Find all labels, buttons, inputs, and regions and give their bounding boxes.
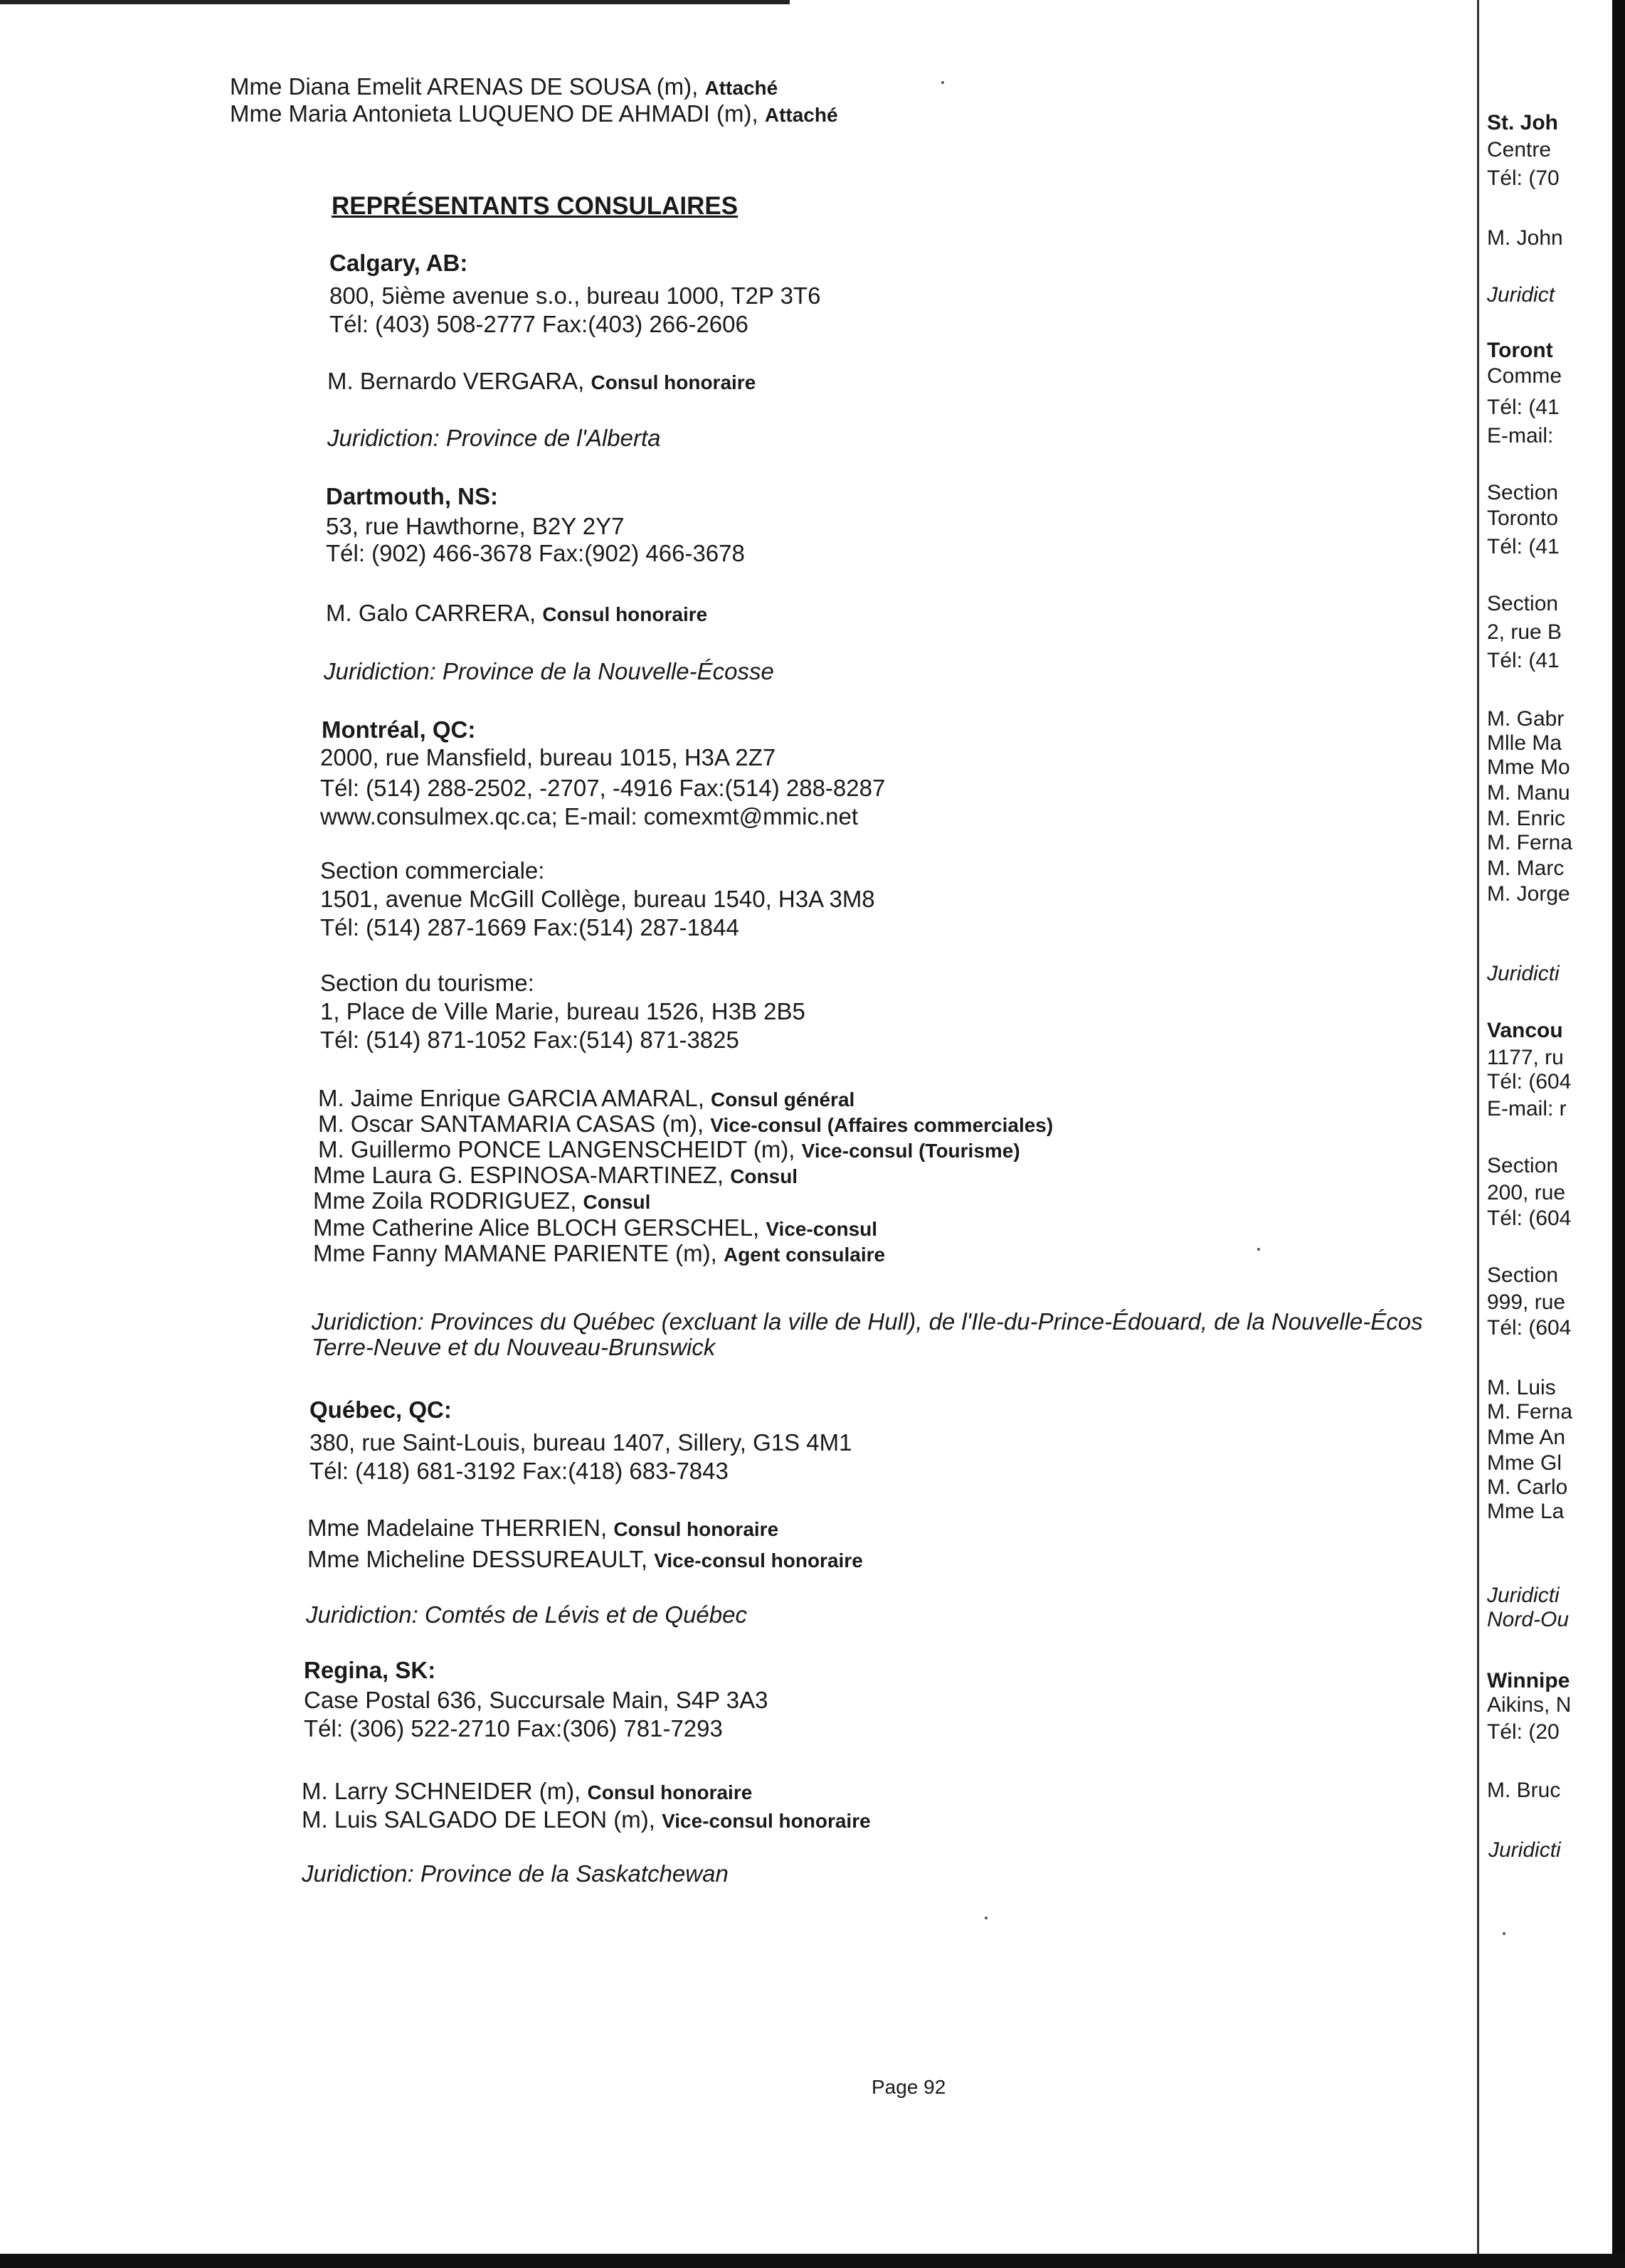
staff-entry: [318, 1086, 854, 1113]
scan-speck: [985, 1917, 988, 1919]
scan-speck: [941, 81, 944, 84]
right-column-line: Tél: (41: [1487, 535, 1560, 558]
staff-title: Vice-consul honoraire: [662, 1810, 871, 1832]
attache-name: Mme Maria Antonieta LUQUENO DE AHMADI (m),: [230, 100, 758, 127]
staff-entry: [307, 1515, 778, 1542]
staff-name: Mme Catherine Alice BLOCH GERSCHEL,: [313, 1214, 760, 1241]
right-column-line: M. Luis: [1487, 1376, 1556, 1399]
web-email-line: www.consulmex.qc.ca; E-mail: comexmt@mmic.net: [320, 803, 859, 830]
jurisdiction-line: Juridiction: Province de la Saskatchewan: [302, 1860, 729, 1887]
scan-speck: [1257, 1248, 1260, 1251]
staff-name: M. Larry SCHNEIDER (m),: [302, 1778, 581, 1804]
address-line: Case Postal 636, Succursale Main, S4P 3A3: [304, 1687, 768, 1713]
right-column-line: Juridicti: [1487, 962, 1560, 985]
address-line: 380, rue Saint-Louis, bureau 1407, Sillery, G1S 4M1: [309, 1429, 852, 1456]
staff-title: Consul honoraire: [591, 371, 756, 393]
right-column-line: Mme Mo: [1487, 756, 1570, 779]
address-line: 1, Place de Ville Marie, bureau 1526, H3B 2B5: [320, 998, 805, 1024]
staff-title: Consul honoraire: [587, 1781, 753, 1803]
right-column-line: 2, rue B: [1487, 620, 1562, 644]
address-line: 1501, avenue McGill Collège, bureau 1540, H3A 3M8: [320, 886, 875, 912]
address-line: 2000, rue Mansfield, bureau 1015, H3A 2Z7: [320, 744, 776, 770]
staff-title: Consul honoraire: [613, 1518, 779, 1540]
attache-title: Attaché: [704, 77, 778, 99]
right-column-line: 999, rue: [1487, 1291, 1566, 1314]
staff-name: M. Jaime Enrique GARCIA AMARAL,: [318, 1085, 704, 1111]
staff-name: Mme Madelaine THERRIEN,: [307, 1515, 608, 1541]
right-column-line: Winnipe: [1487, 1669, 1570, 1692]
right-column-line: Comme: [1487, 364, 1562, 388]
phone-line: Tél: (514) 871-1052 Fax:(514) 871-3825: [320, 1027, 739, 1053]
attache-name: Mme Diana Emelit ARENAS DE SOUSA (m),: [230, 73, 699, 100]
staff-entry: [318, 1137, 1020, 1164]
attache-entry: [230, 101, 838, 128]
right-column-line: M. Ferna: [1487, 831, 1573, 854]
right-column-line: M. John: [1487, 226, 1563, 250]
staff-entry: [313, 1162, 798, 1189]
phone-line: Tél: (514) 288-2502, -2707, -4916 Fax:(514) 288-8287: [320, 775, 886, 801]
right-column-line: M. Carlo: [1487, 1475, 1568, 1499]
staff-entry: [313, 1215, 877, 1242]
staff-title: Agent consulaire: [723, 1244, 886, 1266]
staff-name: Mme Zoila RODRIGUEZ,: [313, 1187, 577, 1214]
staff-entry: [302, 1779, 752, 1806]
right-column-line: Mme An: [1487, 1426, 1566, 1449]
right-column-line: M. Manu: [1487, 781, 1570, 805]
right-column-line: Mme Gl: [1487, 1451, 1562, 1475]
scan-edge-strip: [1612, 0, 1625, 2255]
right-column-line: Juridicti: [1488, 1838, 1561, 1862]
staff-name: Mme Micheline DESSUREAULT,: [307, 1546, 648, 1572]
right-column-line: Tél: (41: [1487, 649, 1560, 672]
right-column-line: Tél: (604: [1487, 1070, 1572, 1093]
staff-entry: [313, 1241, 885, 1268]
staff-entry: [318, 1111, 1053, 1138]
right-column-line: Section: [1487, 1154, 1559, 1177]
scan-bottom-band: [0, 2254, 1625, 2268]
right-column-line: Section: [1487, 1263, 1559, 1287]
right-column-line: Toront: [1487, 339, 1553, 362]
staff-name: M. Guillermo PONCE LANGENSCHEIDT (m),: [318, 1136, 795, 1162]
right-column-line: Tél: (70: [1487, 166, 1560, 190]
right-column-line: Juridict: [1487, 283, 1555, 307]
address-line: 800, 5ième avenue s.o., bureau 1000, T2P 3T6: [329, 282, 821, 309]
phone-line: Tél: (514) 287-1669 Fax:(514) 287-1844: [320, 914, 739, 940]
staff-entry: [307, 1547, 863, 1574]
phone-line: Tél: (403) 508-2777 Fax:(403) 266-2606: [329, 311, 748, 337]
right-column-line: St. Joh: [1487, 111, 1559, 134]
page-number: Page 92: [872, 2076, 946, 2098]
right-column-line: Nord-Ou: [1487, 1608, 1570, 1631]
jurisdiction-line: Juridiction: Provinces du Québec (excluant la ville de Hull), de l'Ile-du-Prince-Édouard, de la Nouvelle-Écos: [312, 1309, 1423, 1335]
right-column-line: M. Ferna: [1487, 1400, 1573, 1424]
right-column-line: Tél: (20: [1487, 1720, 1560, 1744]
right-column-line: Tél: (604: [1487, 1207, 1572, 1230]
right-column-line: Toronto: [1487, 507, 1559, 530]
jurisdiction-line: Juridiction: Province de l'Alberta: [327, 425, 661, 451]
right-column-line: Vancou: [1487, 1019, 1563, 1042]
staff-name: M. Luis SALGADO DE LEON (m),: [302, 1806, 655, 1833]
staff-title: Consul général: [711, 1088, 855, 1111]
consulate-city: Québec, QC:: [309, 1397, 452, 1423]
right-column-line: Tél: (41: [1487, 396, 1560, 419]
consulate-city: Calgary, AB:: [329, 250, 468, 276]
staff-title: Vice-consul (Affaires commerciales): [710, 1114, 1054, 1136]
jurisdiction-line: Juridiction: Province de la Nouvelle-Écosse: [324, 658, 774, 684]
right-column-line: 200, rue: [1487, 1181, 1566, 1204]
right-column-line: Mme La: [1487, 1500, 1565, 1523]
phone-line: Tél: (418) 681-3192 Fax:(418) 683-7843: [309, 1458, 729, 1484]
section-heading: REPRÉSENTANTS CONSULAIRES: [332, 192, 739, 220]
staff-title: Consul: [583, 1191, 651, 1213]
staff-entry: [326, 600, 707, 627]
consulate-city: Dartmouth, NS:: [326, 483, 498, 509]
right-column-line: Centre: [1487, 138, 1552, 161]
staff-name: M. Oscar SANTAMARIA CASAS (m),: [318, 1111, 704, 1137]
staff-title: Consul: [730, 1165, 798, 1187]
consulate-city: Montréal, QC:: [322, 716, 476, 743]
right-column-line: Tél: (604: [1487, 1316, 1572, 1340]
attache-title: Attaché: [764, 104, 838, 126]
staff-title: Consul honoraire: [542, 603, 708, 625]
phone-line: Tél: (306) 522-2710 Fax:(306) 781-7293: [304, 1715, 723, 1742]
right-column-fragment: [1486, 0, 1612, 2255]
right-column-line: E-mail: r: [1487, 1097, 1567, 1120]
right-column-line: M. Marc: [1487, 857, 1565, 880]
scan-top-rule: [0, 0, 790, 4]
staff-title: Vice-consul honoraire: [654, 1549, 863, 1572]
right-column-line: Juridicti: [1487, 1584, 1560, 1607]
right-column-line: E-mail:: [1487, 424, 1554, 447]
staff-name: Mme Laura G. ESPINOSA-MARTINEZ,: [313, 1162, 724, 1188]
right-column-line: Section: [1487, 481, 1559, 504]
staff-entry: [327, 369, 756, 396]
right-column-line: Section: [1487, 592, 1559, 615]
staff-title: Vice-consul (Tourisme): [801, 1140, 1020, 1162]
section-label: Section du tourisme:: [320, 970, 534, 996]
right-column-line: M. Bruc: [1487, 1779, 1561, 1802]
right-column-line: M. Enric: [1487, 807, 1566, 830]
consulate-city: Regina, SK:: [304, 1657, 436, 1683]
address-line: 53, rue Hawthorne, B2Y 2Y7: [326, 513, 625, 539]
section-label: Section commerciale:: [320, 857, 545, 884]
right-column-line: Mlle Ma: [1487, 731, 1562, 755]
attache-entry: [230, 74, 778, 101]
right-column-line: M. Jorge: [1487, 882, 1570, 906]
staff-title: Vice-consul: [766, 1218, 878, 1240]
right-column-line: 1177, ru: [1487, 1046, 1564, 1069]
staff-name: M. Bernardo VERGARA,: [327, 368, 585, 394]
column-divider: [1477, 0, 1479, 2255]
staff-entry: [302, 1807, 871, 1834]
right-column-line: Aikins, N: [1487, 1693, 1572, 1717]
phone-line: Tél: (902) 466-3678 Fax:(902) 466-3678: [326, 540, 745, 566]
right-column-line: M. Gabr: [1487, 707, 1565, 731]
jurisdiction-line: Juridiction: Comtés de Lévis et de Québec: [306, 1601, 747, 1628]
staff-entry: [313, 1188, 650, 1215]
staff-name: M. Galo CARRERA,: [326, 600, 536, 626]
staff-name: Mme Fanny MAMANE PARIENTE (m),: [313, 1240, 717, 1266]
jurisdiction-line: Terre-Neuve et du Nouveau-Brunswick: [312, 1334, 716, 1360]
